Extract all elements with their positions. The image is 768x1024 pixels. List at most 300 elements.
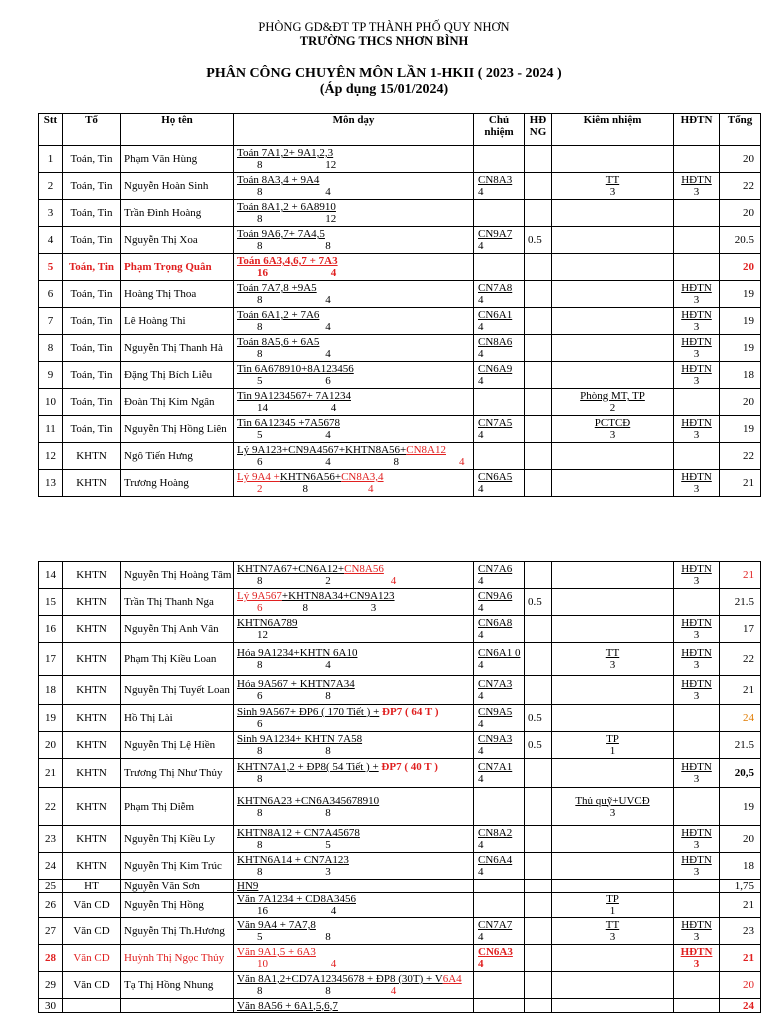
cell-name: Nguyễn Thị Anh Vân bbox=[121, 616, 234, 643]
periods-part: 6 4 8 bbox=[257, 456, 399, 468]
cell-to: Toán, Tin bbox=[63, 173, 121, 200]
subject-line bbox=[237, 706, 473, 718]
homeroom-class: CN9A6 bbox=[478, 590, 513, 602]
school-name: TRƯỜNG THCS NHƠN BÌNH bbox=[299, 34, 469, 48]
cell-stt: 18 bbox=[39, 676, 63, 705]
cell-mon-day bbox=[234, 308, 474, 335]
cell-kiem-nhiem bbox=[552, 227, 674, 254]
subject-line bbox=[237, 444, 473, 456]
cell-stt: 22 bbox=[39, 788, 63, 826]
cell-hdtn bbox=[674, 308, 720, 335]
cell-stt: 8 bbox=[39, 335, 63, 362]
experience-activity: HĐTN bbox=[681, 647, 712, 659]
homeroom-class: CN6A8 bbox=[478, 617, 513, 629]
periods-part-red: 4 bbox=[459, 456, 465, 468]
subject-part: Văn 9A4 + 7A7,8 bbox=[237, 919, 316, 931]
cell-tong: 20.5 bbox=[720, 227, 761, 254]
homeroom-periods: 4 bbox=[478, 629, 484, 641]
cell-tong: 20 bbox=[720, 200, 761, 227]
cell-name: Nguyễn Thị Hồng bbox=[121, 893, 234, 918]
periods-line bbox=[237, 159, 473, 171]
experience-periods: 3 bbox=[693, 321, 700, 333]
periods-part-red: 4 bbox=[368, 483, 374, 495]
cell-hdng bbox=[525, 443, 552, 470]
subject-line bbox=[237, 282, 473, 294]
cell-hdng bbox=[525, 173, 552, 200]
periods-part-red: 2 bbox=[257, 483, 263, 495]
cell-tong: 21 bbox=[720, 945, 761, 972]
experience-periods: 3 bbox=[693, 186, 700, 198]
periods-line bbox=[237, 905, 473, 917]
periods-part: 8 12 bbox=[257, 159, 337, 171]
cell-tong: 19 bbox=[720, 308, 761, 335]
experience-periods: 3 bbox=[693, 931, 700, 943]
cell-hdng bbox=[525, 826, 552, 853]
cell-hdtn bbox=[674, 416, 720, 443]
periods-line bbox=[237, 456, 473, 468]
subject-part: Sinh 9A567+ ĐP6 ( 170 Tiết ) + bbox=[237, 706, 380, 718]
homeroom-class: CN6A5 bbox=[478, 471, 513, 483]
cell-chu-nhiem bbox=[474, 562, 525, 589]
cell-kiem-nhiem bbox=[552, 972, 674, 999]
homeroom-class: CN6A9 bbox=[478, 363, 513, 375]
extra-duty: TT bbox=[605, 647, 620, 659]
subject-part: Toán 6A1,2 + 7A6 bbox=[237, 309, 320, 321]
cell-tong: 21 bbox=[720, 676, 761, 705]
cell-hdtn bbox=[674, 281, 720, 308]
cell-chu-nhiem bbox=[474, 732, 525, 759]
periods-part: 5 8 bbox=[257, 931, 331, 943]
assignment-table-2 bbox=[38, 561, 761, 1013]
experience-activity: HĐTN bbox=[680, 946, 713, 958]
cell-stt: 2 bbox=[39, 173, 63, 200]
cell-kiem-nhiem bbox=[552, 470, 674, 497]
cell-tong: 21.5 bbox=[720, 589, 761, 616]
cell-mon-day bbox=[234, 227, 474, 254]
cell-stt: 28 bbox=[39, 945, 63, 972]
subject-part: Toán 8A3,4 + 9A4 bbox=[237, 174, 320, 186]
cell-mon-day bbox=[234, 616, 474, 643]
cell-mon-day bbox=[234, 362, 474, 389]
cell-mon-day bbox=[234, 945, 474, 972]
periods-line bbox=[237, 294, 473, 306]
cell-name: Nguyễn Thị Th.Hương bbox=[121, 918, 234, 945]
periods-part: 8 4 bbox=[257, 348, 331, 360]
cell-stt: 12 bbox=[39, 443, 63, 470]
table-row bbox=[39, 443, 761, 470]
cell-tong: 20 bbox=[720, 389, 761, 416]
cell-chu-nhiem bbox=[474, 146, 525, 173]
subject-line bbox=[237, 1000, 473, 1012]
cell-tong: 19 bbox=[720, 788, 761, 826]
table-row bbox=[39, 643, 761, 676]
cell-hdtn bbox=[674, 362, 720, 389]
table-row bbox=[39, 918, 761, 945]
cell-to: KHTN bbox=[63, 826, 121, 853]
periods-part: 5 6 bbox=[257, 375, 331, 387]
periods-part: 16 4 bbox=[257, 267, 337, 279]
periods-line bbox=[237, 745, 473, 757]
experience-periods: 3 bbox=[693, 629, 700, 641]
periods-part: 8 5 bbox=[257, 839, 331, 851]
cell-tong: 22 bbox=[720, 173, 761, 200]
subject-part: KHTN6A14 + CN7A123 bbox=[237, 854, 349, 866]
cell-stt: 19 bbox=[39, 705, 63, 732]
cell-chu-nhiem bbox=[474, 705, 525, 732]
cell-kiem-nhiem bbox=[552, 616, 674, 643]
cell-hdtn bbox=[674, 335, 720, 362]
experience-activity: HĐTN bbox=[681, 854, 712, 866]
cell-name: Nguyễn Thị Thanh Hà bbox=[121, 335, 234, 362]
cell-tong: 18 bbox=[720, 362, 761, 389]
cell-hdtn bbox=[674, 227, 720, 254]
experience-periods: 3 bbox=[693, 866, 700, 878]
periods-line bbox=[237, 958, 473, 970]
homeroom-class: CN9A5 bbox=[478, 706, 513, 718]
cell-to: KHTN bbox=[63, 788, 121, 826]
cell-stt: 20 bbox=[39, 732, 63, 759]
homeroom-periods: 4 bbox=[478, 931, 484, 943]
table-row bbox=[39, 470, 761, 497]
homeroom-class: CN7A1 bbox=[478, 761, 513, 773]
homeroom-periods: 4 bbox=[478, 659, 484, 671]
cell-stt: 25 bbox=[39, 880, 63, 893]
table-row bbox=[39, 389, 761, 416]
cell-kiem-nhiem bbox=[552, 788, 674, 826]
cell-tong: 20 bbox=[720, 254, 761, 281]
periods-part: 8 4 bbox=[257, 186, 331, 198]
subject-line bbox=[237, 761, 473, 773]
periods-part: 8 8 bbox=[257, 985, 331, 997]
cell-tong: 21 bbox=[720, 562, 761, 589]
cell-kiem-nhiem bbox=[552, 562, 674, 589]
cell-to: Văn CD bbox=[63, 893, 121, 918]
periods-part: 10 4 bbox=[257, 958, 337, 970]
periods-part: 16 4 bbox=[257, 905, 337, 917]
periods-part: 8 3 bbox=[257, 866, 331, 878]
periods-line bbox=[237, 931, 473, 943]
periods-line bbox=[237, 602, 473, 614]
subject-part-red: ĐP7 ( 40 T ) bbox=[381, 761, 438, 773]
cell-chu-nhiem bbox=[474, 972, 525, 999]
cell-mon-day bbox=[234, 173, 474, 200]
extra-duty: Thủ quỹ+UVCĐ bbox=[575, 794, 650, 807]
homeroom-class: CN9A3 bbox=[478, 733, 513, 745]
subject-part-red: CN8A56 bbox=[344, 563, 384, 575]
cell-hdtn bbox=[674, 945, 720, 972]
subject-part: Hóa 9A567 + KHTN7A34 bbox=[237, 678, 355, 690]
cell-chu-nhiem bbox=[474, 788, 525, 826]
subject-part-red: ĐP7 ( 64 T ) bbox=[382, 706, 439, 718]
extra-duty-periods: 3 bbox=[609, 186, 616, 198]
experience-activity: HĐTN bbox=[681, 363, 712, 375]
subject-part: Tin 9A1234567+ 7A1234 bbox=[237, 390, 351, 402]
cell-mon-day bbox=[234, 676, 474, 705]
cell-to: KHTN bbox=[63, 676, 121, 705]
cell-kiem-nhiem bbox=[552, 281, 674, 308]
homeroom-class: CN7A6 bbox=[478, 563, 513, 575]
cell-hdng bbox=[525, 200, 552, 227]
cell-tong: 22 bbox=[720, 443, 761, 470]
cell-hdng bbox=[525, 562, 552, 589]
cell-stt: 21 bbox=[39, 759, 63, 788]
homeroom-class: CN7A8 bbox=[478, 282, 513, 294]
homeroom-periods: 4 bbox=[478, 240, 484, 252]
subject-part-red: CN8A3,4 bbox=[341, 471, 384, 483]
extra-duty-periods: 3 bbox=[609, 931, 616, 943]
subject-part: Toán 7A7,8 +9A5 bbox=[237, 282, 317, 294]
cell-hdng bbox=[525, 281, 552, 308]
periods-line bbox=[237, 321, 473, 333]
table-row bbox=[39, 788, 761, 826]
cell-tong: 19 bbox=[720, 281, 761, 308]
cell-stt: 17 bbox=[39, 643, 63, 676]
cell-hdng: 0.5 bbox=[525, 227, 552, 254]
cell-to: Toán, Tin bbox=[63, 281, 121, 308]
cell-stt: 14 bbox=[39, 562, 63, 589]
cell-to: Toán, Tin bbox=[63, 335, 121, 362]
cell-stt: 10 bbox=[39, 389, 63, 416]
homeroom-periods: 4 bbox=[478, 718, 484, 730]
extra-duty: PCTCĐ bbox=[594, 417, 631, 429]
cell-hdng: 0.5 bbox=[525, 732, 552, 759]
subject-line bbox=[237, 201, 473, 213]
cell-mon-day bbox=[234, 146, 474, 173]
cell-name: Hồ Thị Lài bbox=[121, 705, 234, 732]
cell-hdng bbox=[525, 146, 552, 173]
periods-line bbox=[237, 690, 473, 702]
periods-part: 8 8 bbox=[257, 806, 331, 819]
cell-kiem-nhiem bbox=[552, 945, 674, 972]
cell-to: Toán, Tin bbox=[63, 200, 121, 227]
cell-chu-nhiem bbox=[474, 470, 525, 497]
periods-part: 8 8 bbox=[257, 240, 331, 252]
cell-hdtn bbox=[674, 200, 720, 227]
subject-line bbox=[237, 795, 473, 807]
experience-periods: 3 bbox=[693, 773, 700, 785]
cell-stt: 1 bbox=[39, 146, 63, 173]
cell-tong: 20 bbox=[720, 972, 761, 999]
homeroom-periods: 4 bbox=[478, 575, 484, 587]
subject-part: Lý 9A123+CN9A4567+KHTN8A56+ bbox=[237, 444, 407, 456]
cell-hdtn bbox=[674, 788, 720, 826]
cell-mon-day bbox=[234, 254, 474, 281]
cell-tong: 21 bbox=[720, 470, 761, 497]
cell-hdng bbox=[525, 999, 552, 1013]
cell-stt: 4 bbox=[39, 227, 63, 254]
cell-name: Đoàn Thị Kim Ngân bbox=[121, 389, 234, 416]
periods-line bbox=[237, 186, 473, 198]
subject-part: Toán 9A6,7+ 7A4,5 bbox=[237, 228, 325, 240]
cell-chu-nhiem bbox=[474, 227, 525, 254]
cell-name: Nguyễn Văn Sơn bbox=[121, 880, 234, 893]
cell-hdng bbox=[525, 362, 552, 389]
cell-stt: 29 bbox=[39, 972, 63, 999]
cell-hdng bbox=[525, 643, 552, 676]
experience-activity: HĐTN bbox=[681, 678, 712, 690]
cell-chu-nhiem bbox=[474, 416, 525, 443]
cell-hdng bbox=[525, 389, 552, 416]
cell-stt: 30 bbox=[39, 999, 63, 1013]
cell-hdtn bbox=[674, 972, 720, 999]
document-title: PHÂN CÔNG CHUYÊN MÔN LẦN 1-HKII ( 2023 - 2024 ) bbox=[206, 66, 562, 81]
subject-line bbox=[237, 973, 473, 985]
experience-activity: HĐTN bbox=[681, 282, 712, 294]
cell-to: Toán, Tin bbox=[63, 308, 121, 335]
subject-line bbox=[237, 471, 473, 483]
cell-hdtn bbox=[674, 759, 720, 788]
homeroom-class: CN8A6 bbox=[478, 336, 513, 348]
cell-to: Toán, Tin bbox=[63, 227, 121, 254]
experience-activity: HĐTN bbox=[681, 617, 712, 629]
cell-name: Nguyễn Thị Hồng Liên bbox=[121, 416, 234, 443]
table-row bbox=[39, 416, 761, 443]
cell-stt: 16 bbox=[39, 616, 63, 643]
experience-activity: HĐTN bbox=[681, 563, 712, 575]
table-row bbox=[39, 759, 761, 788]
experience-periods: 3 bbox=[693, 690, 700, 702]
homeroom-class: CN7A7 bbox=[478, 919, 513, 931]
subject-line bbox=[237, 678, 473, 690]
cell-kiem-nhiem bbox=[552, 918, 674, 945]
cell-name: Trần Thị Thanh Nga bbox=[121, 589, 234, 616]
periods-part: 6 8 bbox=[257, 690, 331, 702]
cell-mon-day bbox=[234, 281, 474, 308]
cell-hdng bbox=[525, 254, 552, 281]
cell-hdng bbox=[525, 918, 552, 945]
periods-line bbox=[237, 402, 473, 414]
cell-hdtn bbox=[674, 732, 720, 759]
experience-periods: 3 bbox=[693, 294, 700, 306]
cell-mon-day bbox=[234, 999, 474, 1013]
cell-kiem-nhiem bbox=[552, 443, 674, 470]
table-row bbox=[39, 254, 761, 281]
cell-name: Nguyễn Thị Tuyết Loan bbox=[121, 676, 234, 705]
subject-line bbox=[237, 147, 473, 159]
cell-to bbox=[63, 999, 121, 1013]
cell-chu-nhiem bbox=[474, 676, 525, 705]
table-row bbox=[39, 826, 761, 853]
cell-hdtn bbox=[674, 443, 720, 470]
extra-duty-periods: 1 bbox=[609, 905, 616, 917]
subject-line bbox=[237, 255, 473, 267]
table-row bbox=[39, 705, 761, 732]
cell-kiem-nhiem bbox=[552, 999, 674, 1013]
extra-duty-periods: 2 bbox=[609, 402, 616, 414]
cell-hdtn bbox=[674, 616, 720, 643]
cell-to: Toán, Tin bbox=[63, 389, 121, 416]
cell-kiem-nhiem bbox=[552, 308, 674, 335]
cell-kiem-nhiem bbox=[552, 589, 674, 616]
subject-part: Toán 6A3,4,6,7 + 7A3 bbox=[237, 255, 338, 267]
cell-hdng bbox=[525, 945, 552, 972]
periods-line bbox=[237, 718, 473, 730]
periods-part: 8 4 bbox=[257, 294, 331, 306]
cell-to: KHTN bbox=[63, 562, 121, 589]
cell-hdtn bbox=[674, 389, 720, 416]
cell-hdng bbox=[525, 416, 552, 443]
table-header-row bbox=[39, 114, 761, 146]
cell-tong: 21 bbox=[720, 893, 761, 918]
periods-part-red: 6 bbox=[257, 602, 263, 614]
cell-hdtn bbox=[674, 880, 720, 893]
cell-mon-day bbox=[234, 335, 474, 362]
cell-tong: 21.5 bbox=[720, 732, 761, 759]
homeroom-periods: 4 bbox=[478, 348, 484, 360]
homeroom-periods: 4 bbox=[478, 745, 484, 757]
col-mon-day: Môn dạy bbox=[234, 114, 474, 146]
cell-chu-nhiem bbox=[474, 589, 525, 616]
cell-chu-nhiem bbox=[474, 918, 525, 945]
homeroom-class: CN8A2 bbox=[478, 827, 513, 839]
cell-chu-nhiem bbox=[474, 308, 525, 335]
cell-chu-nhiem bbox=[474, 173, 525, 200]
subject-line bbox=[237, 363, 473, 375]
cell-hdng bbox=[525, 470, 552, 497]
experience-activity: HĐTN bbox=[681, 174, 712, 186]
subject-line bbox=[237, 417, 473, 429]
cell-hdtn bbox=[674, 173, 720, 200]
subject-line bbox=[237, 228, 473, 240]
cell-name: Trương Thị Như Thủy bbox=[121, 759, 234, 788]
subject-part: KHTN6A56+ bbox=[279, 471, 342, 483]
document-subtitle: (Áp dụng 15/01/2024) bbox=[319, 82, 449, 97]
periods-line bbox=[237, 240, 473, 252]
experience-activity: HĐTN bbox=[681, 827, 712, 839]
table-row bbox=[39, 893, 761, 918]
extra-duty: TP bbox=[606, 893, 619, 905]
cell-mon-day bbox=[234, 826, 474, 853]
cell-hdng bbox=[525, 308, 552, 335]
cell-to: HT bbox=[63, 880, 121, 893]
table-row bbox=[39, 880, 761, 893]
cell-mon-day bbox=[234, 443, 474, 470]
subject-part: Toán 8A5,6 + 6A5 bbox=[237, 336, 320, 348]
cell-chu-nhiem bbox=[474, 893, 525, 918]
subject-line bbox=[237, 647, 473, 659]
cell-kiem-nhiem bbox=[552, 880, 674, 893]
cell-mon-day bbox=[234, 589, 474, 616]
cell-mon-day bbox=[234, 972, 474, 999]
periods-part: 8 8 bbox=[257, 745, 331, 757]
cell-hdtn bbox=[674, 676, 720, 705]
cell-tong: 19 bbox=[720, 335, 761, 362]
cell-to: Văn CD bbox=[63, 972, 121, 999]
cell-to: Toán, Tin bbox=[63, 362, 121, 389]
cell-kiem-nhiem bbox=[552, 705, 674, 732]
subject-part: KHTN7A67+CN6A12+ bbox=[237, 563, 345, 575]
periods-line bbox=[237, 483, 473, 495]
cell-chu-nhiem bbox=[474, 389, 525, 416]
periods-line bbox=[237, 348, 473, 360]
cell-mon-day bbox=[234, 853, 474, 880]
cell-to: Toán, Tin bbox=[63, 254, 121, 281]
cell-hdng bbox=[525, 676, 552, 705]
subject-part: Hóa 9A1234+KHTN 6A10 bbox=[237, 647, 358, 659]
homeroom-periods: 4 bbox=[478, 294, 484, 306]
extra-duty: TP bbox=[606, 733, 619, 745]
assignment-table-1 bbox=[38, 113, 761, 497]
periods-part-red: 4 bbox=[390, 985, 397, 997]
cell-tong: 20 bbox=[720, 146, 761, 173]
table-row bbox=[39, 616, 761, 643]
cell-to: KHTN bbox=[63, 616, 121, 643]
table-row bbox=[39, 732, 761, 759]
periods-line bbox=[237, 629, 473, 641]
experience-periods: 3 bbox=[693, 483, 700, 495]
cell-to: KHTN bbox=[63, 853, 121, 880]
experience-activity: HĐTN bbox=[681, 761, 712, 773]
